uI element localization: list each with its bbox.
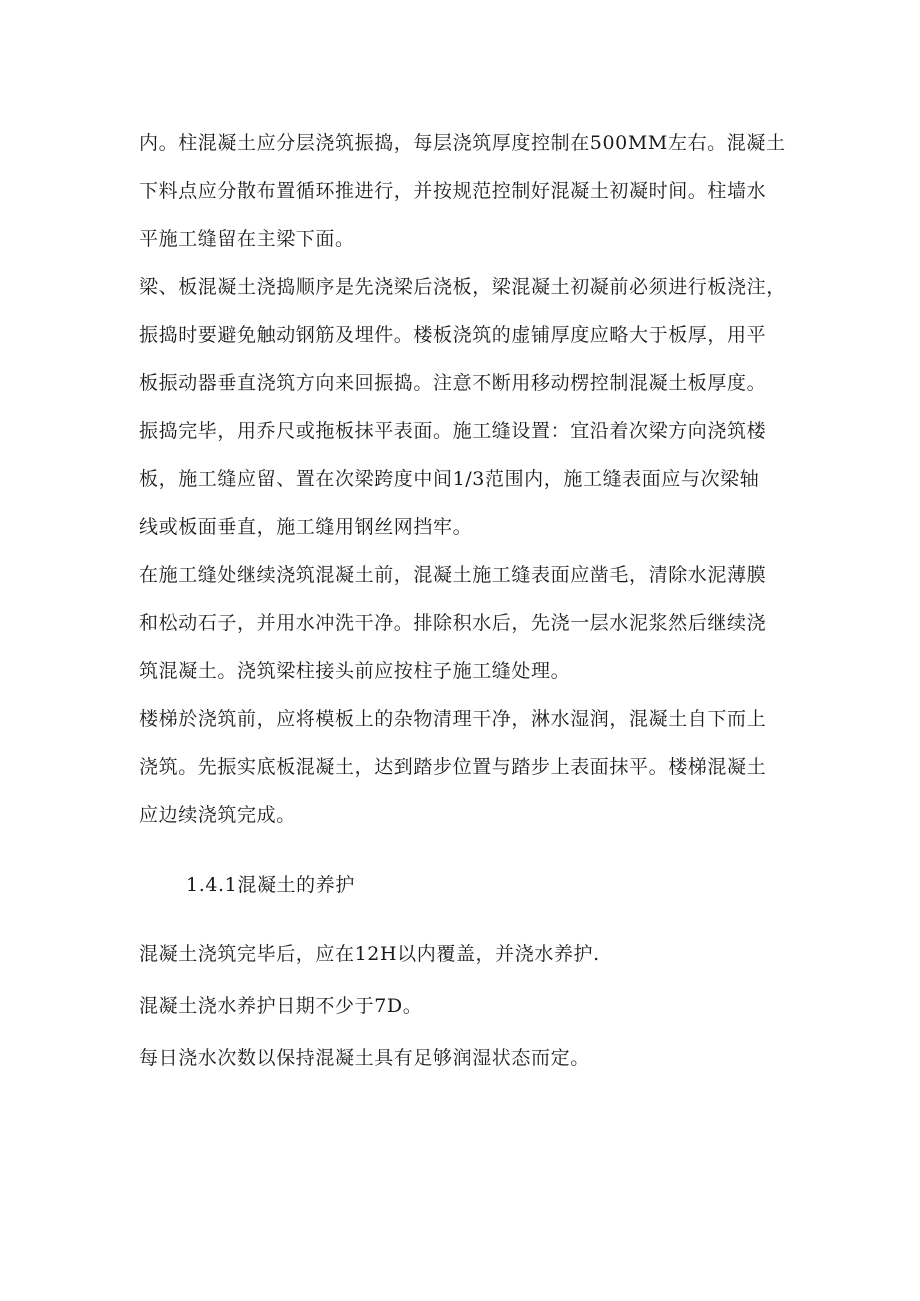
paragraph-2-line-6: 线或板面垂直，施工缝用钢丝网挡牢。 — [139, 516, 473, 538]
section-heading: 1.4.1混凝土的养护 — [186, 874, 355, 896]
paragraph-4-line-1: 楼梯於浇筑前，应将模板上的杂物清理干净，淋水湿润，混凝土自下而上 — [139, 708, 767, 730]
paragraph-3-line-1: 在施工缝处继续浇筑混凝土前，混凝土施工缝表面应凿毛，清除水泥薄膜 — [139, 564, 767, 586]
paragraph-2-line-3: 板振动器垂直浇筑方向来回振捣。注意不断用移动楞控制混凝土板厚度。 — [139, 372, 767, 394]
section-line-2: 混凝土浇水养护日期不少于7D。 — [139, 995, 423, 1017]
paragraph-1-line-2: 下料点应分散布置循环推进行，并按规范控制好混凝土初凝时间。柱墙水 — [139, 180, 767, 202]
paragraph-2-line-5: 板，施工缝应留、置在次梁跨度中间1/3范围内，施工缝表面应与次梁轴 — [139, 468, 760, 490]
section-line-1: 混凝土浇筑完毕后，应在12H以内覆盖，并浇水养护. — [139, 943, 600, 965]
section-line-3: 每日浇水次数以保持混凝土具有足够润湿状态而定。 — [139, 1047, 590, 1069]
paragraph-2-line-1: 梁、板混凝土浇捣顺序是先浇梁后浇板，梁混凝土初凝前必须进行板浇注， — [139, 276, 786, 298]
paragraph-1-line-1: 内。柱混凝土应分层浇筑振捣，每层浇筑厚度控制在500MM左右。混凝土 — [139, 132, 786, 154]
paragraph-1-line-3: 平施工缝留在主梁下面。 — [139, 228, 355, 250]
paragraph-4-line-3: 应边续浇筑完成。 — [139, 804, 296, 826]
paragraph-4-line-2: 浇筑。先振实底板混凝土，达到踏步位置与踏步上表面抹平。楼梯混凝土 — [139, 756, 767, 778]
paragraph-2-line-2: 振捣时要避免触动钢筋及埋件。楼板浇筑的虚铺厚度应略大于板厚，用平 — [139, 324, 767, 346]
paragraph-3-line-3: 筑混凝土。浇筑梁柱接头前应按柱子施工缝处理。 — [139, 660, 571, 682]
paragraph-3-line-2: 和松动石子，并用水冲洗干净。排除积水后，先浇一层水泥浆然后继续浇 — [139, 612, 767, 634]
paragraph-2-line-4: 振捣完毕，用乔尺或拖板抹平表面。施工缝设置：宜沿着次梁方向浇筑楼 — [139, 420, 767, 442]
